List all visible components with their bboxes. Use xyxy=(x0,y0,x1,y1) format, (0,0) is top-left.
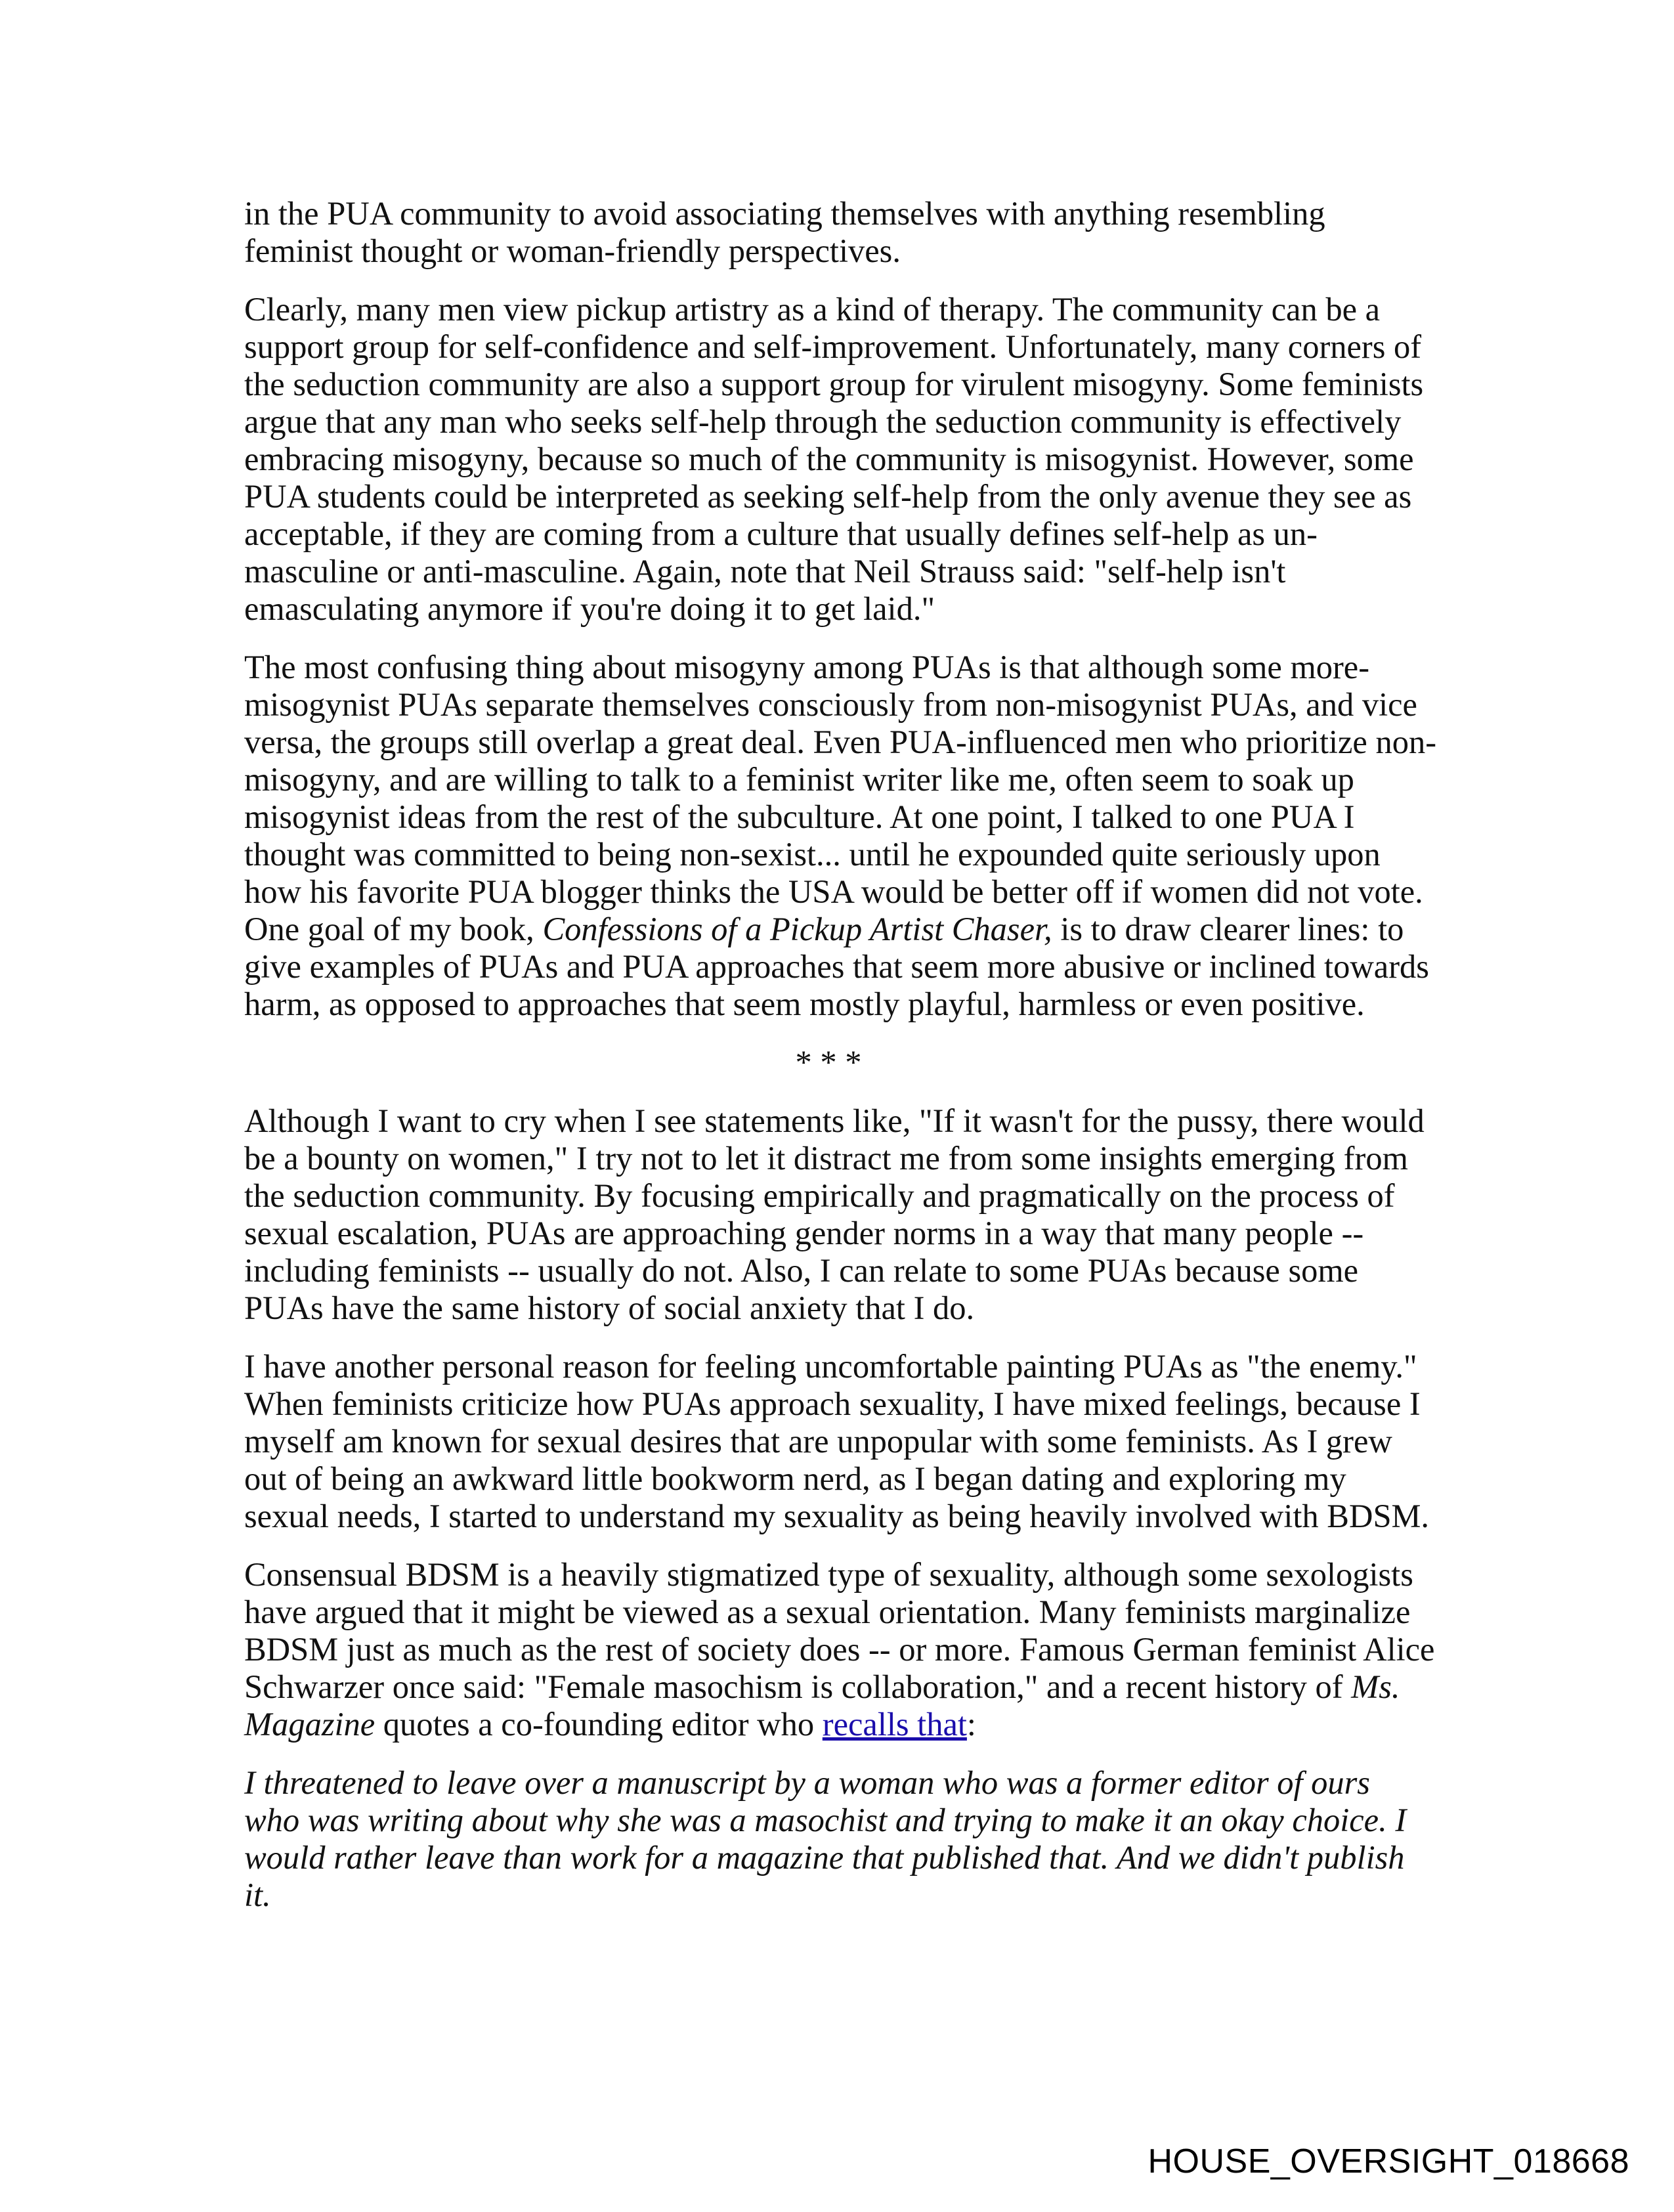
text-line xyxy=(244,1839,1439,1876)
text-segment: out of being an awkward little bookworm nerd, as I began dating and exploring my xyxy=(244,1460,1346,1497)
text-line xyxy=(244,1215,1439,1252)
text-line xyxy=(244,761,1439,798)
paragraph xyxy=(244,649,1439,1023)
text-line xyxy=(244,553,1439,590)
text-line xyxy=(244,1631,1439,1668)
text-segment: the seduction community are also a support group for virulent misogyny. Some feminists xyxy=(244,366,1424,402)
text-segment: quotes a co-founding editor who xyxy=(375,1706,823,1743)
bates-stamp: HOUSE_OVERSIGHT_018668 xyxy=(1148,2142,1629,2180)
text-line xyxy=(244,911,1439,948)
text-line xyxy=(244,686,1439,724)
text-segment: I have another personal reason for feeling uncomfortable painting PUAs as "the enemy." xyxy=(244,1348,1417,1385)
text-segment: including feminists -- usually do not. Also, I can relate to some PUAs because some xyxy=(244,1252,1359,1289)
text-line xyxy=(244,1140,1439,1177)
italic-text: Ms. xyxy=(1351,1668,1400,1705)
text-line xyxy=(244,1764,1439,1802)
section-separator: * * * xyxy=(795,1044,862,1081)
text-line xyxy=(244,1102,1439,1140)
paragraph xyxy=(244,1348,1439,1535)
text-line xyxy=(244,873,1439,911)
text-line xyxy=(244,1423,1439,1460)
text-segment: misogyny, and are willing to talk to a feminist writer like me, often seem to soak up xyxy=(244,761,1354,798)
text-line xyxy=(244,986,1439,1023)
text-line xyxy=(244,590,1439,628)
text-segment: who was writing about why she was a masochist and trying to make it an okay choice. I xyxy=(244,1802,1407,1838)
text-line xyxy=(244,649,1439,686)
text-segment: it. xyxy=(244,1876,271,1913)
text-line xyxy=(244,195,1439,232)
text-segment: One goal of my book, xyxy=(244,911,543,947)
paragraph xyxy=(244,195,1439,270)
text-line xyxy=(244,1876,1439,1914)
text-line xyxy=(244,724,1439,761)
text-segment: misogynist ideas from the rest of the subculture. At one point, I talked to one PUA I xyxy=(244,798,1355,835)
text-segment: embracing misogyny, because so much of the community is misogynist. However, some xyxy=(244,441,1414,477)
text-segment: be a bounty on women," I try not to let it distract me from some insights emerging from xyxy=(244,1140,1408,1177)
text-segment: give examples of PUAs and PUA approaches that seem more abusive or inclined towards xyxy=(244,948,1429,985)
text-segment: support group for self-confidence and self-improvement. Unfortunately, many corners of xyxy=(244,328,1422,365)
italic-text: Magazine xyxy=(244,1706,376,1743)
text-segment: acceptable, if they are coming from a culture that usually defines self-help as un- xyxy=(244,515,1318,552)
text-segment: The most confusing thing about misogyny among PUAs is that although some more- xyxy=(244,649,1370,685)
text-segment: how his favorite PUA blogger thinks the USA would be better off if women did not vote. xyxy=(244,873,1423,910)
text-line xyxy=(244,1706,1439,1743)
text-segment: Consensual BDSM is a heavily stigmatized type of sexuality, although some sexologists xyxy=(244,1556,1413,1593)
text-segment: harm, as opposed to approaches that seem mostly playful, harmless or even positive. xyxy=(244,986,1365,1022)
text-line xyxy=(244,441,1439,478)
text-line xyxy=(244,1594,1439,1631)
text-segment: sexual escalation, PUAs are approaching gender norms in a way that many people -- xyxy=(244,1215,1364,1251)
text-segment: have argued that it might be viewed as a sexual orientation. Many feminists marginalize xyxy=(244,1594,1411,1630)
text-segment: Although I want to cry when I see statements like, "If it wasn't for the pussy, there would xyxy=(244,1102,1425,1139)
text-segment: misogynist PUAs separate themselves consciously from non-misogynist PUAs, and vice xyxy=(244,686,1417,723)
paragraph xyxy=(244,1102,1439,1327)
text-segment: PUAs have the same history of social anxiety that I do. xyxy=(244,1290,975,1326)
text-segment: When feminists criticize how PUAs approach sexuality, I have mixed feelings, because I xyxy=(244,1385,1421,1422)
text-line xyxy=(244,1802,1439,1839)
text-line xyxy=(244,1556,1439,1594)
text-line xyxy=(244,1668,1439,1706)
italic-text: Confessions of a Pickup Artist Chaser, xyxy=(542,911,1052,947)
text-segment: Clearly, many men view pickup artistry as a kind of therapy. The community can be a xyxy=(244,291,1381,328)
text-segment: in the PUA community to avoid associating themselves with anything resembling xyxy=(244,195,1325,232)
recalls-that-link[interactable]: recalls that xyxy=(822,1706,967,1743)
text-segment: thought was committed to being non-sexist... until he expounded quite seriously upon xyxy=(244,836,1381,873)
text-segment: is to draw clearer lines: to xyxy=(1052,911,1404,947)
text-line xyxy=(244,366,1439,403)
paragraph xyxy=(244,1556,1439,1743)
text-line xyxy=(244,1177,1439,1215)
text-line xyxy=(244,1460,1439,1498)
block-quote xyxy=(244,1764,1439,1914)
text-segment: the seduction community. By focusing empirically and pragmatically on the process of xyxy=(244,1177,1395,1214)
text-segment: would rather leave than work for a magazine that published that. And we didn't publish xyxy=(244,1839,1405,1876)
text-segment: PUA students could be interpreted as seeking self-help from the only avenue they see as xyxy=(244,478,1412,515)
text-segment: : xyxy=(966,1706,976,1743)
text-line xyxy=(244,798,1439,836)
text-line xyxy=(244,1252,1439,1290)
text-line xyxy=(244,478,1439,515)
text-line xyxy=(244,232,1439,270)
paragraph xyxy=(244,291,1439,628)
text-segment: emasculating anymore if you're doing it to get laid." xyxy=(244,590,935,627)
text-line xyxy=(244,328,1439,366)
text-segment: myself am known for sexual desires that are unpopular with some feminists. As I grew xyxy=(244,1423,1392,1460)
text-segment: argue that any man who seeks self-help through the seduction community is effectively xyxy=(244,403,1402,440)
text-line xyxy=(244,836,1439,873)
text-line xyxy=(244,1385,1439,1423)
text-line xyxy=(244,948,1439,986)
text-line xyxy=(244,291,1439,328)
text-segment: I threatened to leave over a manuscript by a woman who was a former editor of ours xyxy=(244,1764,1370,1801)
text-segment: sexual needs, I started to understand my sexuality as being heavily involved with BDSM. xyxy=(244,1498,1430,1534)
text-line xyxy=(244,1290,1439,1327)
text-line xyxy=(244,515,1439,553)
text-line xyxy=(244,1498,1439,1535)
text-segment: versa, the groups still overlap a great deal. Even PUA-influenced men who prioritize non- xyxy=(244,724,1437,760)
text-segment: masculine or anti-masculine. Again, note that Neil Strauss said: "self-help isn't xyxy=(244,553,1286,590)
text-segment: feminist thought or woman-friendly perspectives. xyxy=(244,232,901,269)
document-body xyxy=(244,195,1439,1935)
text-line xyxy=(244,403,1439,441)
text-line xyxy=(244,1348,1439,1385)
text-segment: BDSM just as much as the rest of society does -- or more. Famous German feminist Alice xyxy=(244,1631,1435,1668)
text-segment: Schwarzer once said: "Female masochism is collaboration," and a recent history of xyxy=(244,1668,1352,1705)
